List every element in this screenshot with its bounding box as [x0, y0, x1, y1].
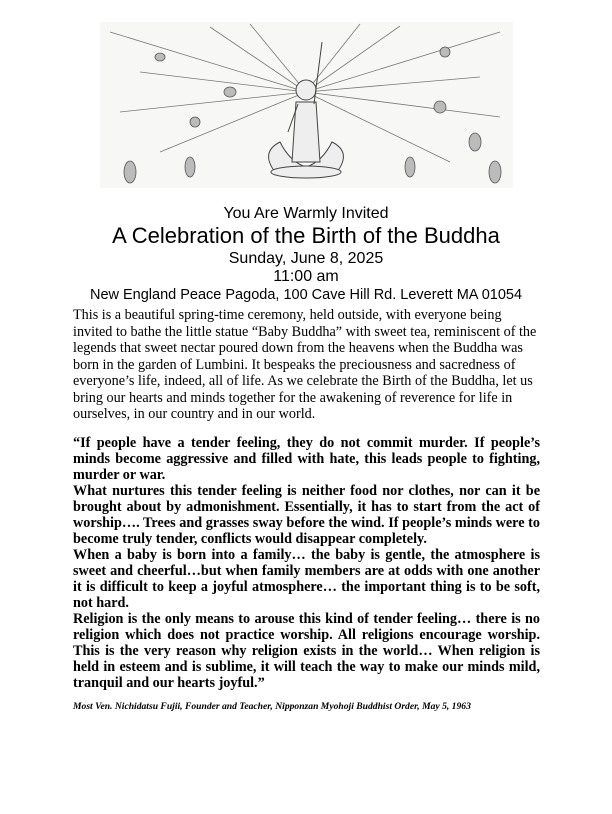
- event-title: A Celebration of the Birth of the Buddha: [112, 223, 500, 248]
- event-description: This is a beautiful spring-time ceremony, held outside, with everyone being invited to bathe the little statue “Baby Buddha” with sweet tea, reminiscent of the legends that sweet nectar poured down from the heavens when the Buddha was born in the garden of Lumbini. It bespeaks the preciousness and sacredness of everyone’s life, indeed, all of life. As we celebrate the Birth of the Buddha, let us bring our hearts and minds together for the awakening of reverence for life in ourselves, in our country and in our world.: [73, 307, 537, 422]
- baby-buddha-illustration: [100, 22, 513, 188]
- invitation-line: You Are Warmly Invited: [223, 205, 389, 222]
- quote-paragraph: When a baby is born into a family… the baby is gentle, the atmosphere is sweet and cheerful…but when family members are at odds with one another it is difficult to keep a joyful atmosphere… the important thing is to be soft, not hard.: [73, 546, 540, 611]
- event-time: 11:00 am: [273, 268, 339, 285]
- quote-paragraph: “If people have a tender feeling, they do not commit murder. If people’s minds become aggressive and filled with hate, this leads people to fighting, murder or war.: [73, 434, 540, 483]
- quote-block: [73, 435, 540, 691]
- quote-paragraph: What nurtures this tender feeling is neither food nor clothes, nor can it be brought about by admonishment. Essentially, it has to start from the act of worship…. Trees and grasses sway before the wind. If people’s minds were to become truly tender, conflicts would disappear completely.: [73, 482, 540, 547]
- quote-attribution: Most Ven. Nichidatsu Fujii, Founder and Teacher, Nipponzan Myohoji Buddhist Order, May 5, 1963: [73, 700, 471, 712]
- event-date: Sunday, June 8, 2025: [228, 250, 384, 267]
- quote-paragraph: Religion is the only means to arouse this kind of tender feeling… there is no religion which does not practice worship. All religions encourage worship. This is the very reason why religion exists in the world… When religion is held in esteem and is sublime, it will teach the way to make our minds mild, tranquil and our hearts joyful.”: [73, 610, 540, 691]
- event-location: New England Peace Pagoda, 100 Cave Hill Rd. Leverett MA 01054: [89, 287, 523, 303]
